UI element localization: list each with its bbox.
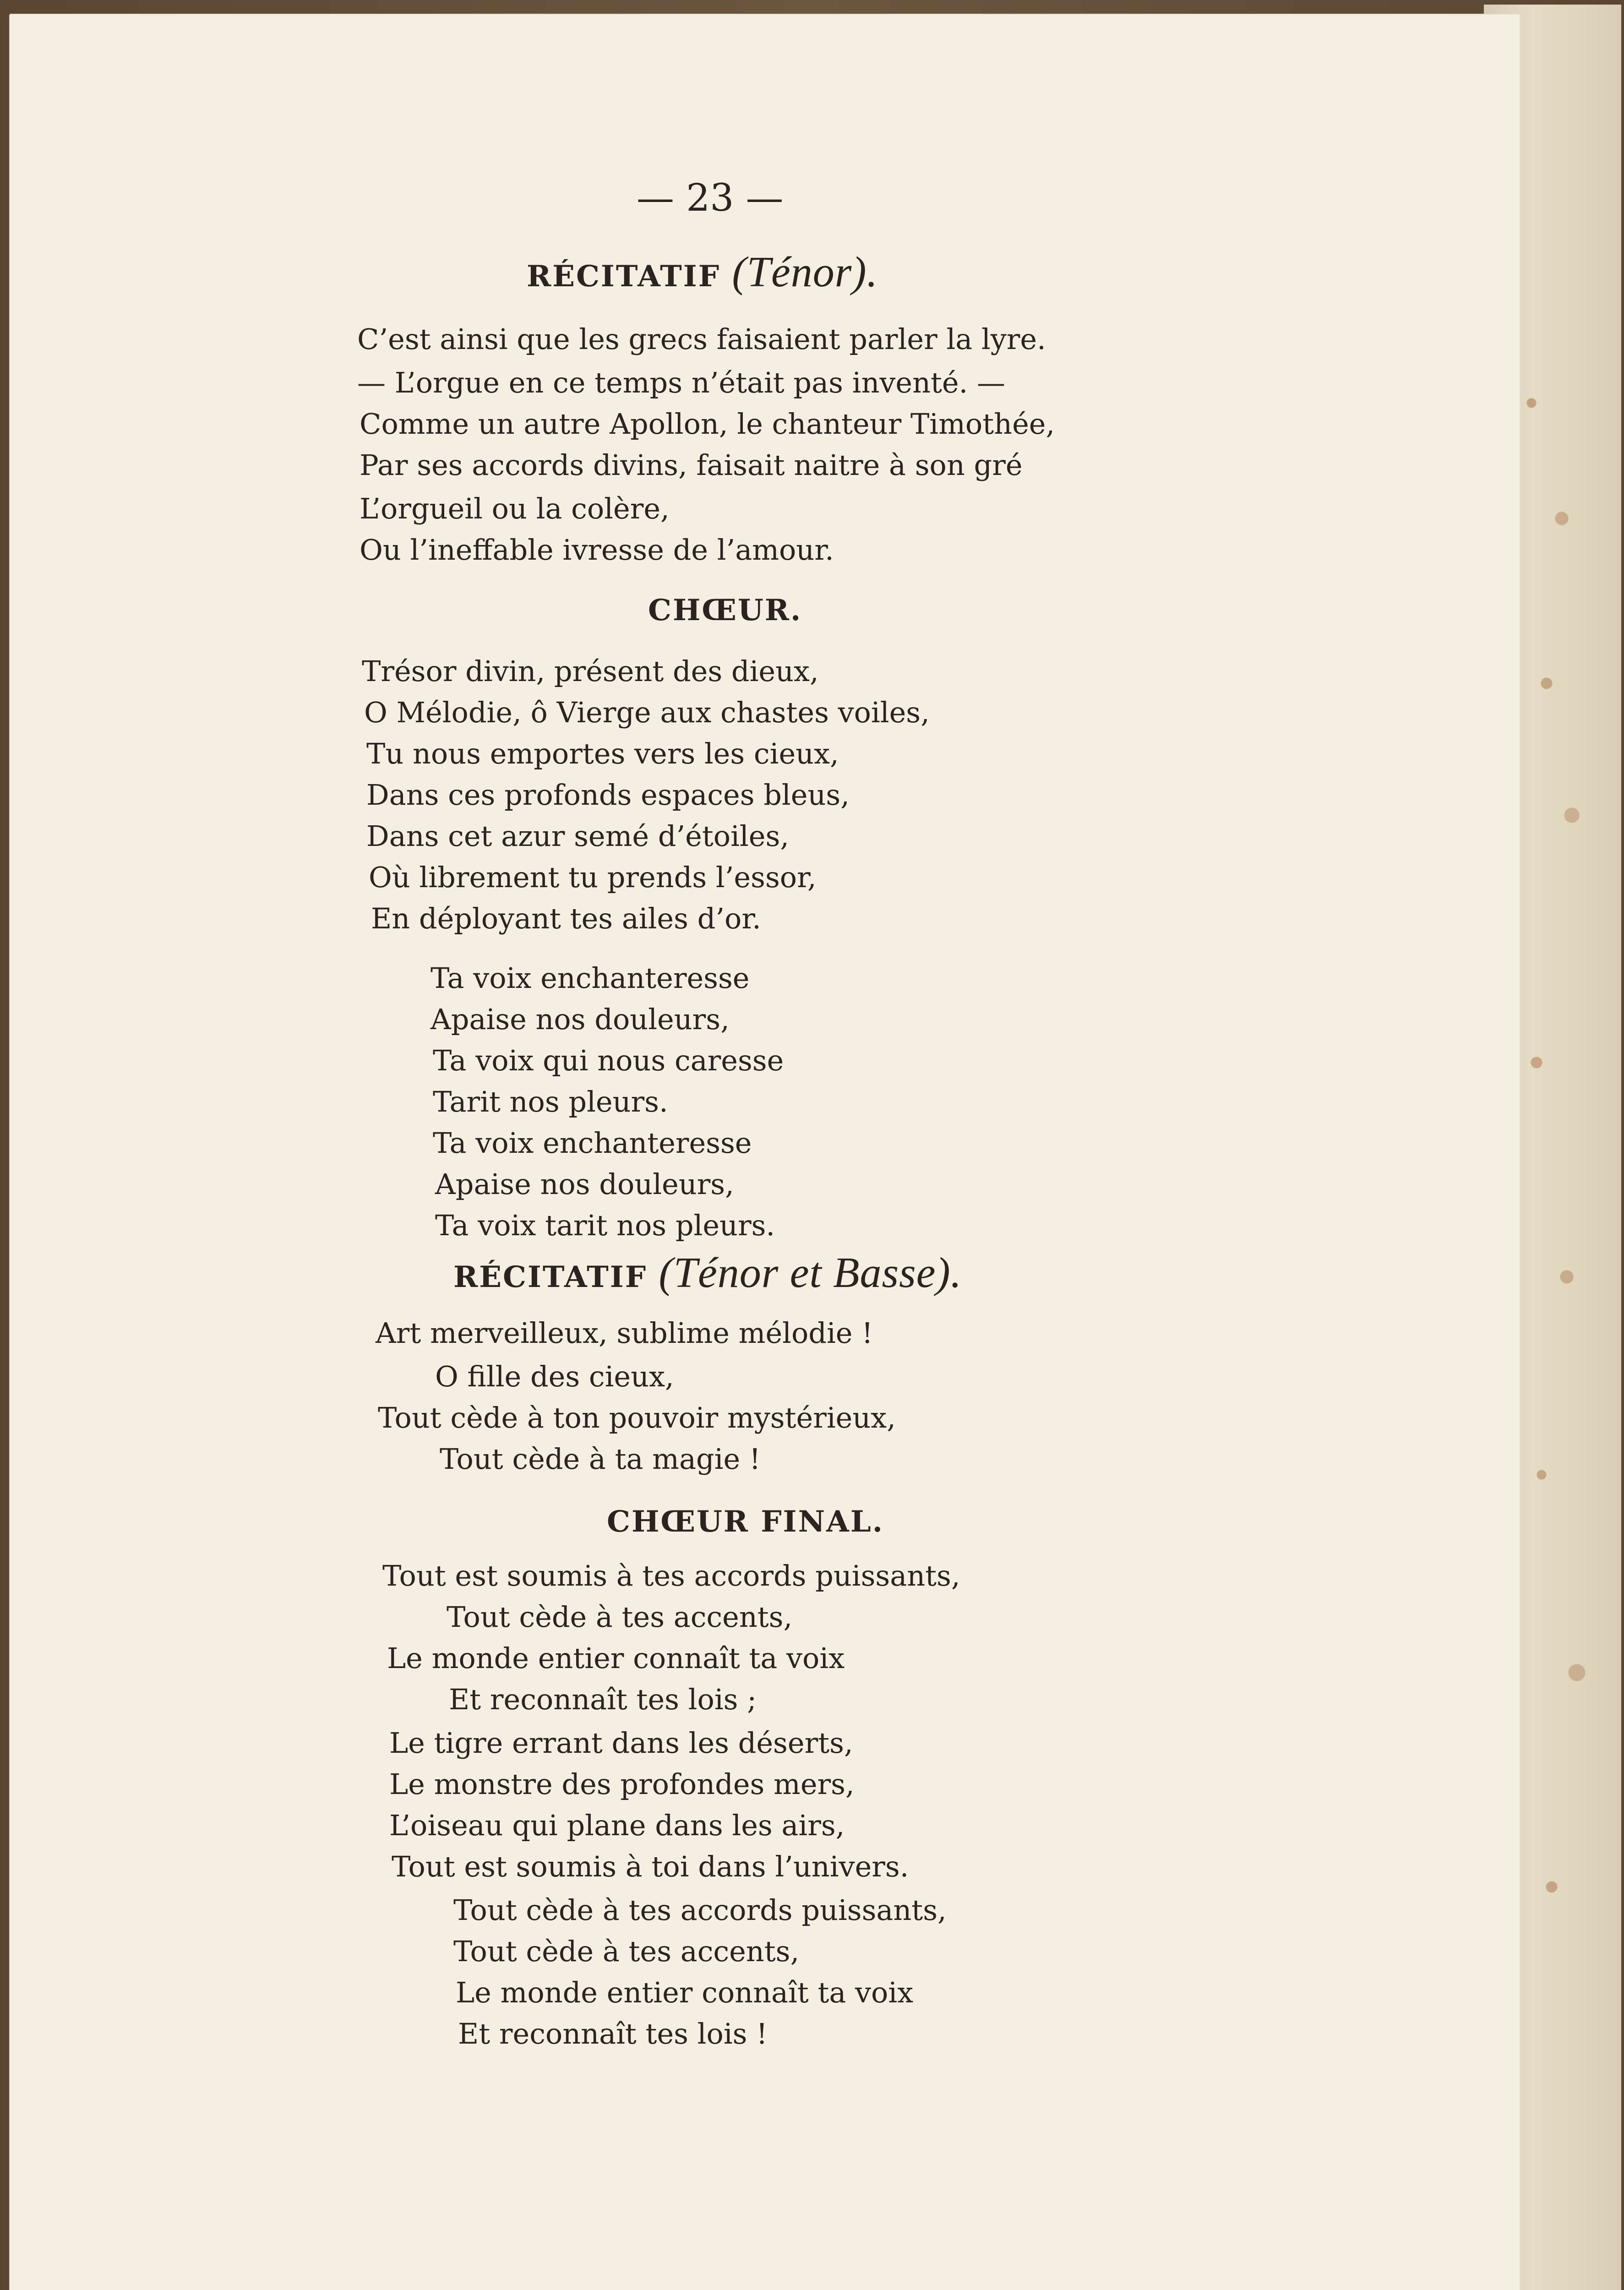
refrain-line: Ta voix enchanteresse [433,1126,752,1160]
section-heading-recitatif-tenor [527,247,878,297]
section-heading-choeur: CHŒUR. [648,593,802,627]
verse-line: C’est ainsi que les grecs faisaient parler la lyre. [357,322,1046,356]
verse-line: Dans ces profonds espaces bleus, [366,778,850,812]
verse-line: Le tigre errant dans les déserts, [389,1726,853,1760]
heading-italic-text: (Ténor). [732,248,878,296]
verse-line: L’orgueil ou la colère, [360,492,670,525]
refrain-line: Ta voix enchanteresse [431,961,750,995]
refrain-line: Tout cède à tes accords puissants, [453,1893,947,1927]
verse-line: — L’orgue en ce temps n’était pas inventé. — [357,366,1006,399]
verse-line: Tout cède à ton pouvoir mystérieux, [378,1401,896,1434]
foxing-spots [1511,321,1612,1969]
refrain-line: Apaise nos douleurs, [435,1167,734,1201]
verse-line: L’oiseau qui plane dans les airs, [389,1809,845,1842]
page-number: — 23 — [637,176,784,220]
heading-italic-text: (Ténor et Basse). [659,1249,962,1297]
verse-line: Par ses accords divins, faisait naitre à son gré [360,448,1023,482]
verse-line: Tout cède à tes accents, [447,1600,793,1634]
verse-line: Tout est soumis à toi dans l’univers. [392,1850,909,1883]
verse-line: Et reconnaît tes lois ; [449,1683,757,1716]
book-page [9,14,1520,2290]
refrain-line: Apaise nos douleurs, [431,1003,730,1036]
heading-text: RÉCITATIF [527,259,721,294]
refrain-line: Le monde entier connaît ta voix [456,1976,914,2009]
refrain-line: Et reconnaît tes lois ! [458,2017,768,2050]
verse-line: En déployant tes ailes d’or. [371,902,761,935]
verse-line: Le monstre des profondes mers, [389,1767,855,1801]
verse-line: Comme un autre Apollon, le chanteur Timothée, [360,407,1055,441]
verse-line: O fille des cieux, [435,1360,674,1393]
heading-text: RÉCITATIF [453,1260,648,1294]
refrain-line: Ta voix qui nous caresse [433,1044,784,1077]
verse-line: Dans cet azur semé d’étoiles, [366,819,789,853]
verse-line: Ou l’ineffable ivresse de l’amour. [360,533,834,567]
verse-line: Tu nous emportes vers les cieux, [366,737,839,770]
verse-line: Où librement tu prends l’essor, [369,861,817,894]
verse-line: Art merveilleux, sublime mélodie ! [376,1316,873,1350]
verse-line: Le monde entier connaît ta voix [387,1641,845,1675]
refrain-line: Ta voix tarit nos pleurs. [435,1209,775,1242]
refrain-line: Tout cède à tes accents, [453,1935,800,1968]
verse-line: Trésor divin, présent des dieux, [362,654,819,688]
section-heading-recitatif-tenor-basse [453,1248,962,1298]
section-heading-choeur-final: CHŒUR FINAL. [607,1505,884,1539]
verse-line: O Mélodie, ô Vierge aux chastes voiles, [364,696,930,729]
verse-line: Tout cède à ta magie ! [440,1442,761,1476]
refrain-line: Tarit nos pleurs. [433,1085,668,1118]
verse-line: Tout est soumis à tes accords puissants, [382,1559,960,1592]
